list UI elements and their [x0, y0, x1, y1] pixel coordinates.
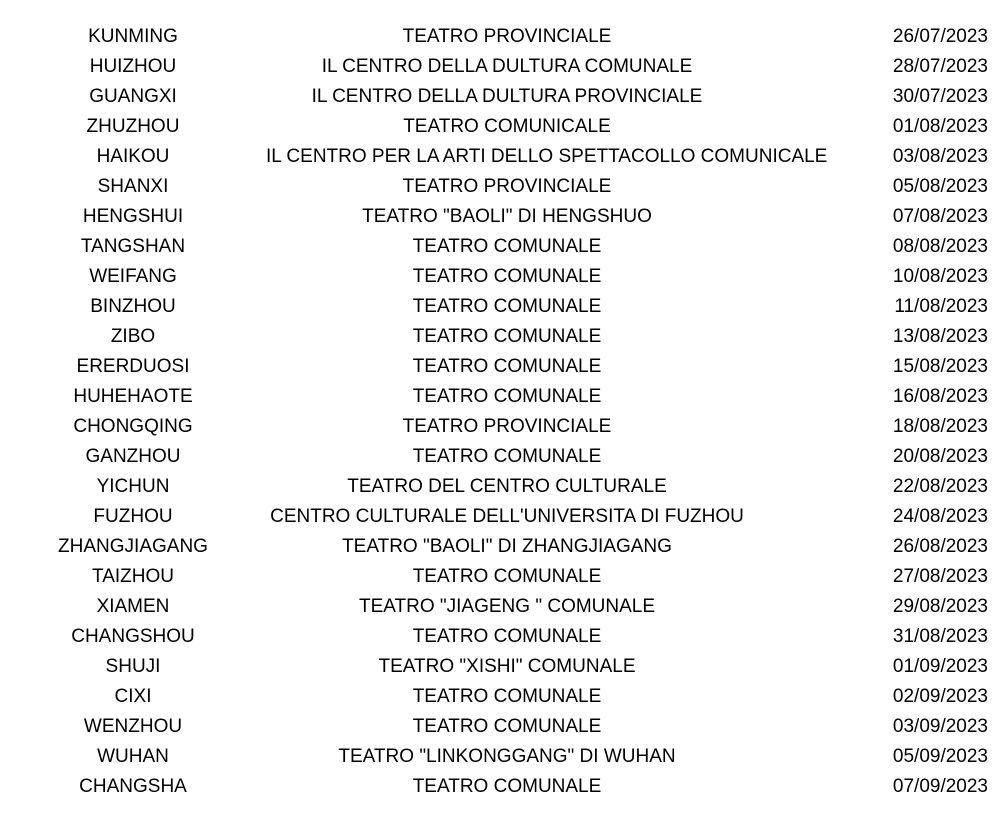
venue-cell: CENTRO CULTURALE DELL'UNIVERSITA DI FUZHOU — [270, 506, 744, 527]
venue-cell: TEATRO COMUNALE — [412, 446, 602, 467]
city-cell: GUANGXI — [89, 86, 177, 107]
city-cell: TAIZHOU — [92, 566, 174, 587]
date-cell: 01/08/2023 — [892, 116, 988, 137]
city-cell: HAIKOU — [96, 146, 170, 167]
city-cell: WUHAN — [97, 746, 169, 767]
city-cell: ZHUZHOU — [86, 116, 180, 137]
venue-cell: TEATRO PROVINCIALE — [402, 26, 612, 47]
tour-schedule-table — [0, 22, 1008, 802]
table-row — [0, 262, 1008, 292]
date-cell: 18/08/2023 — [892, 416, 988, 437]
venue-cell: TEATRO COMUNICALE — [403, 116, 611, 137]
city-cell: HUHEHAOTE — [73, 386, 193, 407]
table-row — [0, 202, 1008, 232]
table-row — [0, 562, 1008, 592]
venue-cell: TEATRO COMUNALE — [412, 716, 602, 737]
venue-cell: TEATRO DEL CENTRO CULTURALE — [347, 476, 667, 497]
table-row — [0, 592, 1008, 622]
venue-cell: TEATRO COMUNALE — [412, 296, 602, 317]
table-row — [0, 22, 1008, 52]
table-row — [0, 772, 1008, 802]
table-row — [0, 352, 1008, 382]
venue-cell: TEATRO "XISHI" COMUNALE — [378, 656, 636, 677]
table-row — [0, 112, 1008, 142]
venue-cell: IL CENTRO DELLA DULTURA PROVINCIALE — [311, 86, 703, 107]
table-row — [0, 322, 1008, 352]
date-cell: 05/08/2023 — [892, 176, 988, 197]
table-row — [0, 52, 1008, 82]
venue-cell: IL CENTRO PER LA ARTI DELLO SPETTACOLLO COMUNICALE — [266, 146, 828, 167]
date-cell: 07/09/2023 — [892, 776, 988, 797]
date-cell: 27/08/2023 — [892, 566, 988, 587]
date-cell: 03/09/2023 — [892, 716, 988, 737]
venue-cell: TEATRO COMUNALE — [412, 326, 602, 347]
city-cell: CHANGSHA — [79, 776, 187, 797]
venue-cell: TEATRO COMUNALE — [412, 686, 602, 707]
city-cell: BINZHOU — [90, 296, 176, 317]
venue-cell: TEATRO PROVINCIALE — [402, 176, 612, 197]
city-cell: CIXI — [114, 686, 152, 707]
city-cell: KUNMING — [88, 26, 178, 47]
venue-cell: TEATRO "JIAGENG " COMUNALE — [358, 596, 656, 617]
city-cell: ZIBO — [110, 326, 156, 347]
venue-cell: TEATRO COMUNALE — [412, 386, 602, 407]
table-row — [0, 682, 1008, 712]
date-cell: 29/08/2023 — [892, 596, 988, 617]
city-cell: ERERDUOSI — [76, 356, 190, 377]
table-row — [0, 82, 1008, 112]
venue-cell: TEATRO PROVINCIALE — [402, 416, 612, 437]
city-cell: ZHANGJIAGANG — [58, 536, 208, 557]
date-cell: 16/08/2023 — [892, 386, 988, 407]
date-cell: 11/08/2023 — [894, 296, 988, 317]
date-cell: 30/07/2023 — [892, 86, 988, 107]
date-cell: 01/09/2023 — [892, 656, 988, 677]
date-cell: 05/09/2023 — [892, 746, 988, 767]
city-cell: GANZHOU — [85, 446, 181, 467]
date-cell: 08/08/2023 — [892, 236, 988, 257]
table-row — [0, 292, 1008, 322]
table-row — [0, 172, 1008, 202]
city-cell: YICHUN — [96, 476, 170, 497]
date-cell: 31/08/2023 — [892, 626, 988, 647]
table-row — [0, 622, 1008, 652]
city-cell: CHONGQING — [73, 416, 193, 437]
table-row — [0, 502, 1008, 532]
table-row — [0, 652, 1008, 682]
venue-cell: IL CENTRO DELLA DULTURA COMUNALE — [321, 56, 693, 77]
city-cell: HENGSHUI — [82, 206, 184, 227]
venue-cell: TEATRO COMUNALE — [412, 236, 602, 257]
table-row — [0, 532, 1008, 562]
date-cell: 13/08/2023 — [892, 326, 988, 347]
date-cell: 28/07/2023 — [892, 56, 988, 77]
table-row — [0, 412, 1008, 442]
table-row — [0, 472, 1008, 502]
city-cell: FUZHOU — [93, 506, 173, 527]
date-cell: 24/08/2023 — [892, 506, 988, 527]
venue-cell: TEATRO COMUNALE — [412, 566, 602, 587]
city-cell: XIAMEN — [96, 596, 170, 617]
table-row — [0, 742, 1008, 772]
date-cell: 20/08/2023 — [892, 446, 988, 467]
table-row — [0, 142, 1008, 172]
date-cell: 07/08/2023 — [892, 206, 988, 227]
table-row — [0, 442, 1008, 472]
date-cell: 26/08/2023 — [892, 536, 988, 557]
table-row — [0, 712, 1008, 742]
venue-cell: TEATRO COMUNALE — [412, 626, 602, 647]
date-cell: 22/08/2023 — [892, 476, 988, 497]
city-cell: WENZHOU — [83, 716, 183, 737]
city-cell: HUIZHOU — [89, 56, 177, 77]
venue-cell: TEATRO "BAOLI" DI HENGSHUO — [362, 206, 652, 227]
venue-cell: TEATRO "BAOLI" DI ZHANGJIAGANG — [342, 536, 672, 557]
city-cell: SHANXI — [97, 176, 169, 197]
date-cell: 15/08/2023 — [892, 356, 988, 377]
city-cell: CHANGSHOU — [71, 626, 195, 647]
venue-cell: TEATRO COMUNALE — [412, 356, 602, 377]
city-cell: SHUJI — [105, 656, 161, 677]
date-cell: 02/09/2023 — [892, 686, 988, 707]
date-cell: 10/08/2023 — [892, 266, 988, 287]
date-cell: 03/08/2023 — [892, 146, 988, 167]
venue-cell: TEATRO COMUNALE — [412, 776, 602, 797]
city-cell: WEIFANG — [89, 266, 177, 287]
date-cell: 26/07/2023 — [892, 26, 988, 47]
table-row — [0, 382, 1008, 412]
city-cell: TANGSHAN — [80, 236, 186, 257]
venue-cell: TEATRO "LINKONGGANG" DI WUHAN — [338, 746, 676, 767]
table-row — [0, 232, 1008, 262]
venue-cell: TEATRO COMUNALE — [412, 266, 602, 287]
